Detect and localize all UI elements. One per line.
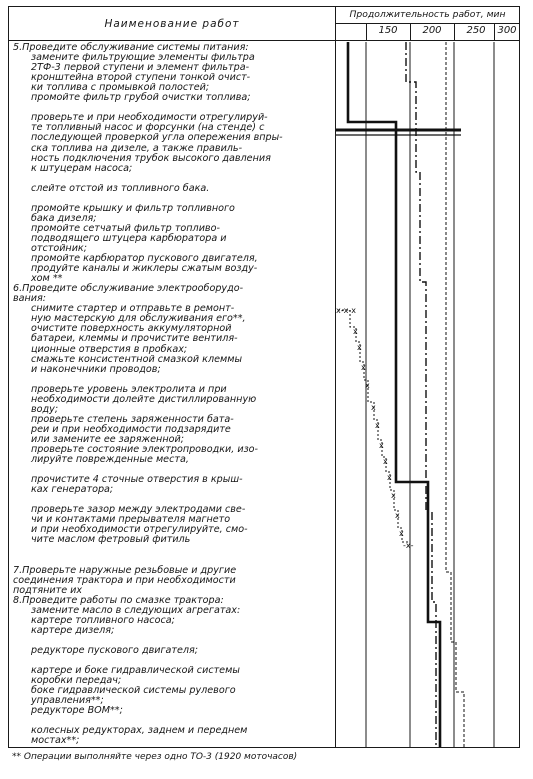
work-item-line: ска топлива на дизеле, а также правиль- xyxy=(31,142,243,154)
work-item-line: ность подключения трубок высокого давления xyxy=(31,152,271,164)
section-heading: 6.Проведите обслуживание электрооборудо- xyxy=(13,283,244,295)
work-item-line: мостах**; xyxy=(31,735,80,747)
work-item-line: батареи, клеммы и прочистите вентиля- xyxy=(31,333,238,345)
work-item-line: проверьте уровень электролита и при xyxy=(31,383,227,395)
work-item-line: редукторе ВОМ**; xyxy=(31,705,123,717)
work-item-line: проверьте состояние электропроводки, изо- xyxy=(31,444,259,455)
work-item-line: к штуцерам насоса; xyxy=(31,162,133,174)
work-item-line: 2ТФ-3 первой ступени и элемент фильтра- xyxy=(31,62,250,74)
work-item-line: проверьте степень заряженности бата- xyxy=(31,413,234,425)
work-item-line: и при необходимости отрегулируйте, смо- xyxy=(31,524,248,536)
cross-markers xyxy=(336,306,414,550)
work-item-line: бака дизеля; xyxy=(31,212,97,224)
svg-text:x-x-x: x-x-x xyxy=(336,306,356,315)
tick-label-150: 150 xyxy=(378,25,398,36)
svg-text:-x-: -x- xyxy=(403,541,414,550)
section-heading: 8.Проведите работы по смазке трактора: xyxy=(13,594,224,606)
svg-text:x: x xyxy=(365,381,370,390)
work-schedule-table xyxy=(8,6,520,748)
tick-label-300: 300 xyxy=(497,25,517,36)
work-item-line: слейте отстой из топливного бака. xyxy=(31,182,210,194)
work-item-line: управления**; xyxy=(31,695,104,707)
section-heading: 7.Проверьте наружные резьбовые и другие xyxy=(13,564,237,576)
work-item-line: проверьте и при необходимости отрегулируй- xyxy=(31,112,268,124)
work-item-line: смажьте консистентной смазкой клеммы xyxy=(31,353,243,365)
work-item-line: промойте сетчатый фильтр топливо- xyxy=(31,222,220,234)
section-heading: соединения трактора и при необходимости xyxy=(13,574,236,586)
work-item-line: последующей проверкой угла опережения впры- xyxy=(31,132,283,144)
work-item-line: промойте фильтр грубой очистки топлива; xyxy=(31,92,251,104)
work-item-line: те топливный насос и форсунки (на стенде) с xyxy=(31,122,265,134)
section-heading: вания: xyxy=(13,293,47,305)
work-item-line: чи и контактами прерывателя магнето xyxy=(31,514,231,526)
svg-text:x: x xyxy=(353,327,358,336)
work-item-line: подводящего штуцера карбюратора и xyxy=(31,232,227,244)
work-item-line: ную мастерскую для обслуживания его**, xyxy=(31,313,246,325)
work-item-line: снимите стартер и отправьте в ремонт- xyxy=(31,303,235,315)
svg-text:x: x xyxy=(395,511,400,520)
work-item-line: лируйте поврежденные места, xyxy=(31,454,189,466)
work-item-line: хом ** xyxy=(31,273,63,285)
work-item-line: необходимости долейте дистиллированную xyxy=(31,393,257,405)
work-item-line: промойте крышку и фильтр топливного xyxy=(31,202,235,214)
work-item-line: боке гидравлической системы рулевого xyxy=(31,685,236,697)
svg-text:x: x xyxy=(383,457,388,466)
work-item-line: картере и боке гидравлической системы xyxy=(31,665,240,677)
svg-text:x: x xyxy=(371,403,376,412)
duration-line-dashed xyxy=(446,42,464,747)
duration-column-header xyxy=(336,7,519,41)
work-item-line: ках генераторa; xyxy=(31,484,114,496)
svg-text:x: x xyxy=(375,421,380,430)
work-item-line: продуйте каналы и жиклеры сжатым возду- xyxy=(31,263,258,275)
work-item-line: картере дизеля; xyxy=(31,624,115,636)
work-item-line: промойте карбюратор пускового двигателя, xyxy=(31,253,258,265)
works-column-title: Наименование работ xyxy=(104,17,240,30)
svg-text:x: x xyxy=(357,343,362,352)
svg-text:x: x xyxy=(361,363,366,372)
work-item-line: проверьте зазор между электродами све- xyxy=(31,504,246,516)
work-item-line: замените фильтрующие элементы фильтра xyxy=(31,52,255,64)
svg-text:x: x xyxy=(399,529,404,538)
section-heading: подтяните их xyxy=(13,584,83,596)
work-item-line: картере топливного насоса; xyxy=(31,614,175,626)
tick-label-250: 250 xyxy=(466,25,486,36)
works-column-header xyxy=(9,7,335,41)
tick-line xyxy=(366,24,367,40)
tick-line xyxy=(410,24,411,40)
section-heading: 5.Проведите обслуживание системы питания: xyxy=(13,42,249,53)
work-item-line: реи и при необходимости подзарядите xyxy=(31,423,231,435)
duration-chart xyxy=(336,42,519,747)
svg-text:x: x xyxy=(379,441,384,450)
svg-text:x: x xyxy=(387,473,392,482)
work-item-line: колесных редукторах, заднем и переднем xyxy=(31,725,248,737)
work-item-line: замените масло в следующих агрегатах: xyxy=(31,604,241,616)
work-item-line: редукторе пускового двигателя; xyxy=(31,645,199,656)
tick-label-200: 200 xyxy=(422,25,442,36)
work-item-line: ки топлива с промывкой полостей; xyxy=(31,82,210,94)
work-item-line: воду; xyxy=(31,403,59,415)
work-item-line: чите маслом фетровый фитиль xyxy=(31,534,191,546)
work-item-line: коробки передач; xyxy=(31,675,122,687)
work-item-line: и наконечники проводов; xyxy=(31,363,161,375)
tick-line xyxy=(454,24,455,40)
work-item-line: прочистите 4 сточные отверстия в крыш- xyxy=(31,474,243,486)
duration-column-title: Продолжительность работ, мин xyxy=(336,9,519,24)
duration-line-crosses xyxy=(338,310,408,542)
work-item-line: отстойник; xyxy=(31,243,87,254)
work-item-line: очистите поверхность аккумуляторной xyxy=(31,323,232,335)
svg-text:x: x xyxy=(391,491,396,500)
work-item-line: ционные отверстия в пробках; xyxy=(31,343,188,355)
work-item-line: кронштейна второй ступени тонкой очист- xyxy=(31,72,251,84)
tick-line xyxy=(494,24,495,40)
work-item-line: или замените ее заряженной; xyxy=(31,433,184,445)
footnote: ** Операции выполняйте через одно ТО-3 (1920 моточасов) xyxy=(12,752,298,762)
